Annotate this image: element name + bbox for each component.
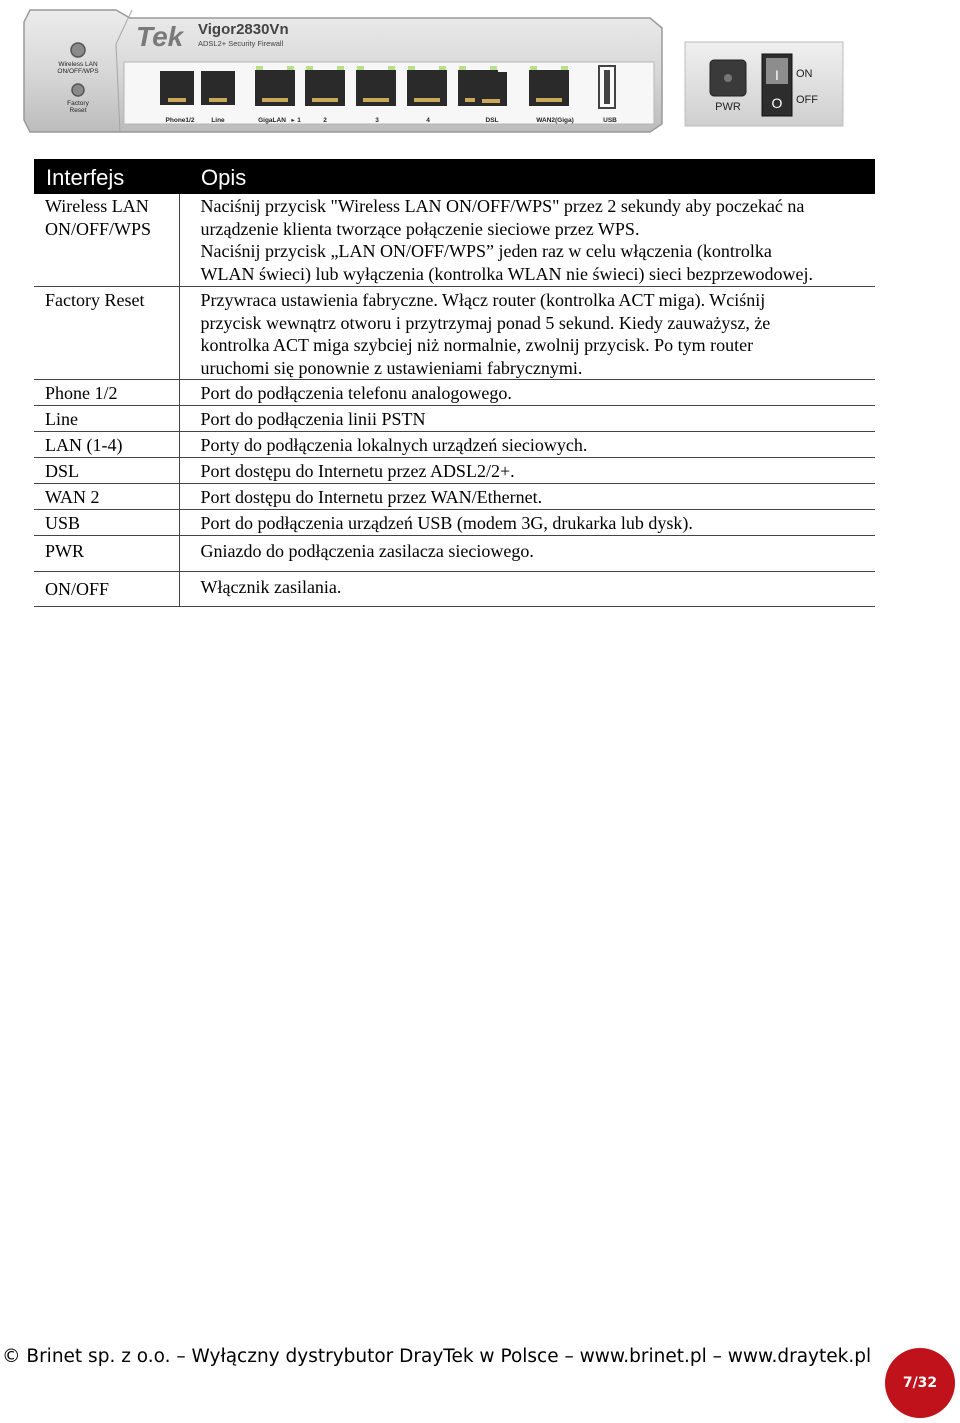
footer-copyright: © Brinet sp. z o.o. – Wyłączny dystrybutor DrayTek w Polsce – www.brinet.pl – www.draytek.pl [2,1346,872,1367]
wan2-port [529,66,569,106]
port-label-phone: Phone1/2 [165,117,195,124]
header-interface: Interfejs [34,159,179,194]
interface-description: Przywraca ustawienia fabryczne. Włącz router (kontrolka ACT miga). Wciśnij przycisk wewnątrz otworu i przytrzymaj ponad 5 sekund. Kiedy zauważysz, że kontrolka ACT miga szybciej niż normalnie, zwolnij przycisk. Po tym router uruchomi się ponownie z ustawieniami fabrycznymi. [179,287,875,380]
power-panel-illustration [685,42,843,126]
interface-name: Line [34,406,179,432]
wireless-label-line2: ON/OFF/WPS [57,68,99,75]
reset-label-line2: Reset [69,107,87,114]
wireless-label-line1: Wireless LAN [58,61,98,68]
header-description: Opis [179,159,875,194]
interface-description: Port do podłączenia telefonu analogowego. [179,380,875,406]
table-row [34,510,875,536]
switch-off-label: OFF [796,94,818,106]
lan-port-1 [305,66,345,106]
table-row [34,536,875,572]
lan-port-2 [356,66,396,106]
router-rear-panel-image [22,4,844,138]
port-label-1: 1 [297,117,301,124]
interface-name: USB [34,510,179,536]
port-label-3: 3 [375,117,379,124]
port-label-arrow: ▸ [291,117,295,124]
interface-name: PWR [34,536,179,572]
interface-name: LAN (1-4) [34,432,179,458]
page-number-badge: 7/32 [885,1348,955,1418]
table-row [34,484,875,510]
interface-name: Phone 1/2 [34,380,179,406]
interface-name: WAN 2 [34,484,179,510]
port-label-usb: USB [603,117,617,124]
port-label-line: Line [211,117,225,124]
interface-name: Wireless LAN ON/OFF/WPS [34,194,179,287]
port-label-gigalan: GigaLAN [258,117,286,124]
switch-on-label: ON [796,68,813,80]
interface-description: Port do podłączenia linii PSTN [179,406,875,432]
pwr-label: PWR [715,101,741,113]
interface-table [34,159,875,607]
rj11-phone2-port [201,71,235,105]
switch-on-mark: I [775,67,779,83]
interface-name: ON/OFF [34,572,179,607]
interface-description: Port dostępu do Internetu przez ADSL2/2+. [179,458,875,484]
interface-name: DSL [34,458,179,484]
table-row [34,380,875,406]
device-subtitle: ADSL2+ Security Firewall [198,39,284,48]
device-model: Vigor2830Vn [198,21,289,38]
rj11-phone-port [160,71,194,105]
interface-description: Port dostępu do Internetu przez WAN/Ethernet. [179,484,875,510]
switch-off-mark: O [771,95,783,111]
table-row [34,287,875,380]
usb-port [599,66,615,108]
reset-label-line1: Factory [67,100,89,107]
table-row [34,458,875,484]
interface-description: Naciśnij przycisk "Wireless LAN ON/OFF/WPS" przez 2 sekundy aby poczekać na urządzenie klienta tworzące połączenie sieciowe przez WPS. Naciśnij przycisk „LAN ON/OFF/WPS” jeden raz w celu włączenia (kontrolka WLAN świeci) lub wyłączenia (kontrolka WLAN nie świeci) sieci bezprzewodowej. [179,194,875,287]
lan-port-3 [407,66,447,106]
table-row [34,572,875,607]
port-label-2: 2 [323,117,327,124]
device-brand: Tek [136,21,184,52]
interface-description: Port do podłączenia urządzeń USB (modem 3G, drukarka lub dysk). [179,510,875,536]
table-row [34,194,875,287]
port-label-dsl: DSL [485,117,499,124]
lan-port-giga [255,66,295,106]
table-header-row [34,159,875,194]
table-row [34,406,875,432]
interface-description: Gniazdo do podłączenia zasilacza sieciowego. [179,536,875,572]
interface-description: Porty do podłączenia lokalnych urządzeń sieciowych. [179,432,875,458]
dsl-port-block [475,72,507,106]
port-label-4: 4 [426,117,430,124]
table-row [34,432,875,458]
interface-name: Factory Reset [34,287,179,380]
port-label-wan2: WAN2(Giga) [536,117,574,124]
interface-description: Włącznik zasilania. [179,572,875,607]
